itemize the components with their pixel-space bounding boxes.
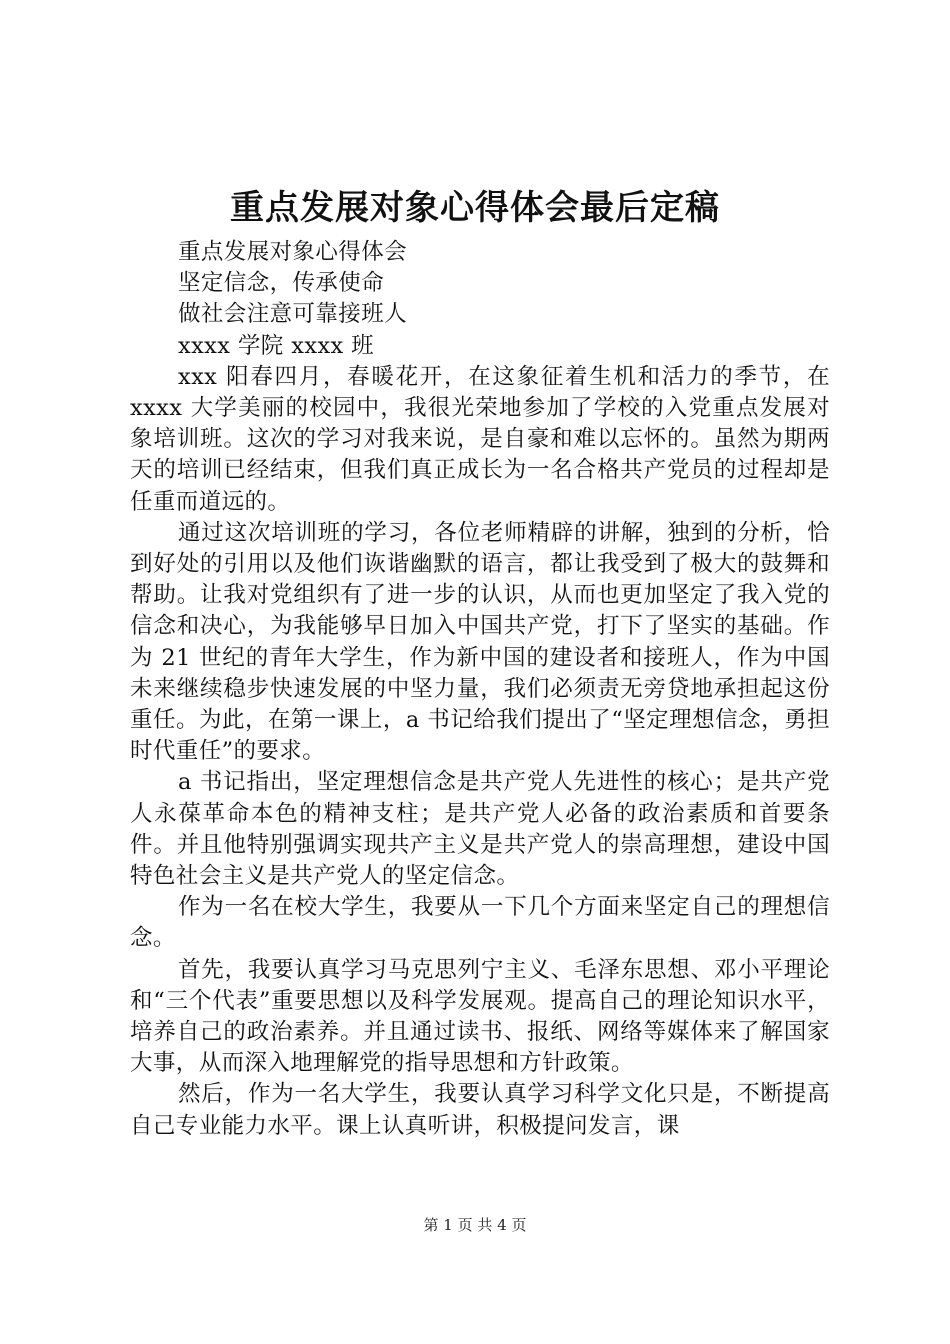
page-footer: 第 1 页 共 4 页 bbox=[423, 1216, 527, 1234]
paragraph: 然后，作为一名大学生，我要认真学习科学文化只是，不断提高自己专业能力水平。课上认真听讲，积极提问发言，课 bbox=[130, 1081, 830, 1139]
header-line: 重点发展对象心得体会 bbox=[178, 239, 408, 265]
header-line: xxxx 学院 xxxx 班 bbox=[178, 332, 375, 359]
document-body bbox=[130, 237, 830, 1142]
paragraph: 通过这次培训班的学习，各位老师精辟的讲解，独到的分析，恰到好处的引用以及他们诙谐幽默的语言，都让我受到了极大的鼓舞和帮助。让我对党组织有了进一步的认识，从而也更加坚定了我入党的信念和决心，为我能够早日加入中国共产党，打下了坚实的基础。作为 21 世纪的青年大学生，作为新中国的建设者和接班人，作为中国未来继续稳步快速发展的中坚力量，我们必须责无旁贷地承担起这份重任。为此，在第一课上，a 书记给我们提出了“坚定理想信念，勇担时代重任”的要求。 bbox=[130, 519, 830, 765]
header-line: 做社会注意可靠接班人 bbox=[178, 301, 408, 328]
header-line: 坚定信念，传承使命 bbox=[178, 270, 385, 297]
paragraph: xxx 阳春四月，春暖花开，在这象征着生机和活力的季节，在 xxxx 大学美丽的校园中，我很光荣地参加了学校的入党重点发展对象培训班。这次的学习对我来说，是自豪和难以忘怀的。虽然为期两天的培训已经结束，但我们真正成长为一名合格共产党员的过程却是任重而道远的。 bbox=[130, 363, 830, 515]
paragraph: 首先，我要认真学习马克思列宁主义、毛泽东思想、邓小平理论和“三个代表”重要思想以及科学发展观。提高自己的理论知识水平，培养自己的政治素养。并且通过读书、报纸、网络等媒体来了解国家大事，从而深入地理解党的指导思想和方针政策。 bbox=[130, 956, 830, 1077]
paragraph: 作为一名在校大学生，我要从一下几个方面来坚定自己的理想信念。 bbox=[130, 894, 830, 952]
paragraph: a 书记指出，坚定理想信念是共产党人先进性的核心；是共产党人永葆革命本色的精神支柱；是共产党人必备的政治素质和首要条件。并且他特别强调实现共产主义是共产党人的崇高理想，建设中国特色社会主义是共产党人的坚定信念。 bbox=[130, 769, 830, 890]
document-title: 重点发展对象心得体会最后定稿 bbox=[230, 188, 720, 228]
